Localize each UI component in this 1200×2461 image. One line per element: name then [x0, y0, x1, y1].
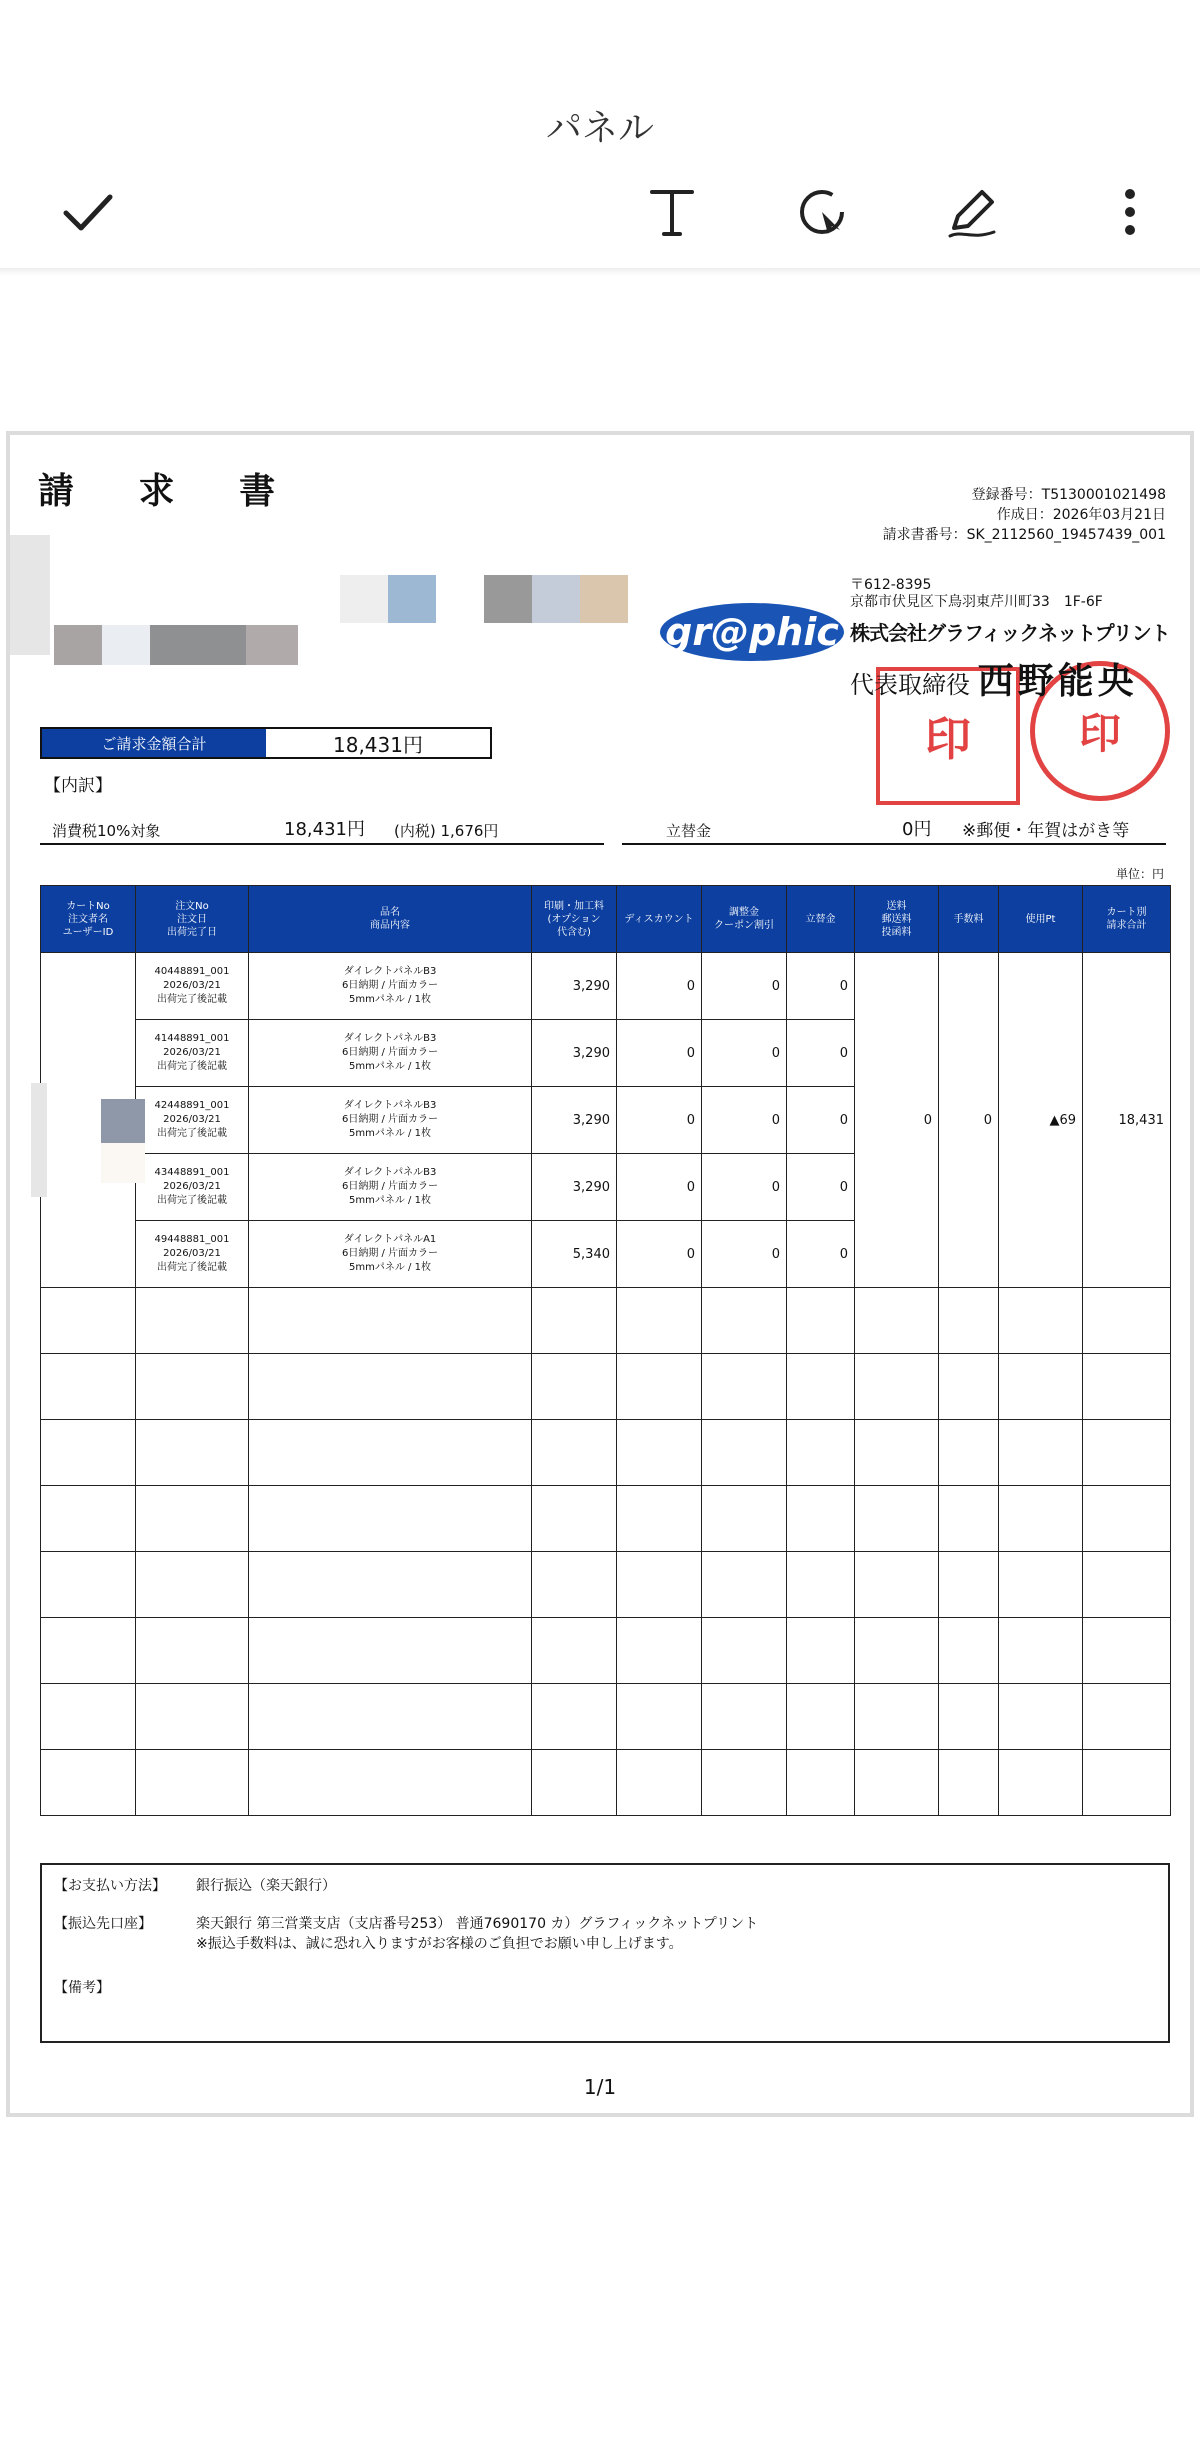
- payment-info-box: [40, 1863, 1170, 2043]
- advance-cell: 0: [787, 1221, 855, 1288]
- advance-cell: 0: [787, 1154, 855, 1221]
- discount-cell: 0: [617, 1154, 702, 1221]
- representative-name: 西野能央: [977, 661, 1138, 702]
- confirm-button[interactable]: [52, 176, 124, 248]
- more-vert-icon: [1094, 182, 1154, 242]
- order-cell: 49448881_001 2026/03/21 出荷完了後記載: [136, 1221, 249, 1288]
- col-header-advance: 立替金: [787, 886, 855, 953]
- shipping-cell: 0: [855, 953, 939, 1288]
- advance-note: ※郵便・年賀はがき等: [962, 821, 1130, 841]
- order-cell: 42448891_001 2026/03/21 出荷完了後記載: [136, 1087, 249, 1154]
- document-title: 請 求 書: [38, 471, 302, 512]
- total-amount-box: [40, 727, 492, 759]
- tax-line: [40, 815, 604, 845]
- tax-label: 消費税10%対象: [52, 822, 161, 840]
- product-cell: ダイレクトパネルB3 6日納期 / 片面カラー 5mmパネル / 1枚: [249, 1087, 532, 1154]
- col-header-cart: カートNo 注文者名 ユーザーID: [41, 886, 136, 953]
- company-seal-square: 印: [876, 667, 1020, 805]
- representative-title: 代表取締役: [850, 671, 970, 699]
- redacted-name: [102, 625, 150, 665]
- coupon-cell: 0: [702, 1087, 787, 1154]
- product-cell: ダイレクトパネルB3 6日納期 / 片面カラー 5mmパネル / 1枚: [249, 1154, 532, 1221]
- discount-cell: 0: [617, 1221, 702, 1288]
- col-header-cart-total: カート別 請求合計: [1083, 886, 1171, 953]
- payment-method-label: 【お支払い方法】: [54, 1878, 166, 1894]
- stamp-tool-button[interactable]: [786, 176, 858, 248]
- points-cell: ▲69: [999, 953, 1083, 1288]
- empty-row: [41, 1552, 1171, 1618]
- tax-value: 18,431円: [284, 819, 365, 840]
- document-page[interactable]: [6, 431, 1194, 2117]
- coupon-cell: 0: [702, 953, 787, 1020]
- more-options-button[interactable]: [1088, 176, 1160, 248]
- street-address: 京都市伏見区下鳥羽東芹川町33 1F-6F: [850, 594, 1103, 610]
- redacted-user: [101, 1099, 145, 1143]
- payment-method-row: [54, 1875, 336, 1895]
- company-seal-round: 印: [1030, 661, 1170, 801]
- bank-account-row: [54, 1913, 758, 1933]
- col-header-discount: ディスカウント: [617, 886, 702, 953]
- redacted-address: [10, 535, 50, 655]
- order-cell: 43448891_001 2026/03/21 出荷完了後記載: [136, 1154, 249, 1221]
- redacted-block: [388, 575, 436, 623]
- check-icon: [58, 182, 118, 242]
- bank-account-value: 楽天銀行 第三営業支店（支店番号253） 普通7690170 カ）グラフィックネットプリント: [196, 1916, 759, 1932]
- redacted-block: [340, 575, 388, 623]
- coupon-cell: 0: [702, 1154, 787, 1221]
- table-header-row: [41, 886, 1171, 953]
- redacted-name: [150, 625, 246, 665]
- col-header-shipping: 送料 郵送料 投函料: [855, 886, 939, 953]
- empty-row: [41, 1750, 1171, 1816]
- print-fee-cell: 3,290: [532, 953, 617, 1020]
- product-cell: ダイレクトパネルB3 6日納期 / 片面カラー 5mmパネル / 1枚: [249, 1020, 532, 1087]
- bank-fee-note: ※振込手数料は、誠に恐れ入りますがお客様のご負担でお願い申し上げます。: [196, 1936, 683, 1952]
- text-icon: [642, 182, 702, 242]
- stamp-icon: [792, 182, 852, 242]
- empty-row: [41, 1420, 1171, 1486]
- redacted-name: [246, 625, 298, 665]
- page-number: 1/1: [583, 2075, 617, 2099]
- payment-method-value: 銀行振込（楽天銀行）: [196, 1878, 336, 1894]
- tax-note: (内税) 1,676円: [394, 822, 499, 840]
- company-logo: gr@phic: [660, 603, 844, 661]
- product-cell: ダイレクトパネルB3 6日納期 / 片面カラー 5mmパネル / 1枚: [249, 953, 532, 1020]
- redacted-block: [484, 575, 532, 623]
- table-row: [41, 953, 1171, 1020]
- print-fee-cell: 3,290: [532, 1020, 617, 1087]
- remarks-label: 【備考】: [54, 1980, 110, 1996]
- cart-cell: [41, 953, 136, 1288]
- col-header-points: 使用Pt: [999, 886, 1083, 953]
- representative: [850, 653, 1138, 704]
- empty-row: [41, 1486, 1171, 1552]
- col-header-product: 品名 商品内容: [249, 886, 532, 953]
- col-header-fee: 手数料: [939, 886, 999, 953]
- fee-cell: 0: [939, 953, 999, 1288]
- bank-account-label: 【振込先口座】: [54, 1916, 152, 1932]
- company-name: 株式会社グラフィックネットプリント: [850, 621, 1170, 645]
- created-date: 作成日：2026年03月21日: [996, 507, 1166, 523]
- coupon-cell: 0: [702, 1221, 787, 1288]
- col-header-print-fee: 印刷・加工料 (オプション 代含む): [532, 886, 617, 953]
- total-amount-label: ご請求金額合計: [42, 729, 266, 757]
- col-header-coupon: 調整金 クーポン割引: [702, 886, 787, 953]
- text-tool-button[interactable]: [636, 176, 708, 248]
- order-cell: 40448891_001 2026/03/21 出荷完了後記載: [136, 953, 249, 1020]
- product-cell: ダイレクトパネルA1 6日納期 / 片面カラー 5mmパネル / 1枚: [249, 1221, 532, 1288]
- discount-cell: 0: [617, 1020, 702, 1087]
- draw-tool-button[interactable]: [936, 176, 1008, 248]
- redacted-block: [532, 575, 580, 623]
- total-amount-value: 18,431円: [333, 732, 423, 757]
- coupon-cell: 0: [702, 1020, 787, 1087]
- redacted-user: [101, 1143, 145, 1183]
- pen-icon: [942, 182, 1002, 242]
- col-header-order: 注文No 注文日 出荷完了日: [136, 886, 249, 953]
- discount-cell: 0: [617, 1087, 702, 1154]
- order-cell: 41448891_001 2026/03/21 出荷完了後記載: [136, 1020, 249, 1087]
- discount-cell: 0: [617, 953, 702, 1020]
- app-title: パネル: [545, 108, 654, 149]
- redacted-user: [31, 1083, 47, 1197]
- advance-cell: 0: [787, 1020, 855, 1087]
- cart-total-cell: 18,431: [1083, 953, 1171, 1288]
- advance-cell: 0: [787, 1087, 855, 1154]
- empty-row: [41, 1288, 1171, 1354]
- advance-cell: 0: [787, 953, 855, 1020]
- advance-value: 0円: [902, 819, 932, 840]
- invoice-meta: [883, 485, 1166, 545]
- advance-label: 立替金: [666, 822, 712, 840]
- print-fee-cell: 3,290: [532, 1154, 617, 1221]
- print-fee-cell: 5,340: [532, 1221, 617, 1288]
- breakdown-title: 【内訳】: [44, 776, 112, 796]
- advance-line: [622, 815, 1166, 845]
- invoice-number: 請求書番号：SK_2112560_19457439_001: [882, 527, 1166, 543]
- invoice-table: [40, 885, 1171, 1816]
- empty-row: [41, 1684, 1171, 1750]
- empty-row: [41, 1354, 1171, 1420]
- company-address: [850, 577, 1103, 611]
- redacted-name: [54, 625, 102, 665]
- empty-row: [41, 1618, 1171, 1684]
- postal-code: 〒612-8395: [850, 577, 932, 593]
- unit-label: 単位：円: [1115, 867, 1164, 881]
- print-fee-cell: 3,290: [532, 1087, 617, 1154]
- registration-number: 登録番号：T5130001021498: [971, 487, 1166, 503]
- toolbar-divider: [0, 268, 1200, 276]
- redacted-block: [580, 575, 628, 623]
